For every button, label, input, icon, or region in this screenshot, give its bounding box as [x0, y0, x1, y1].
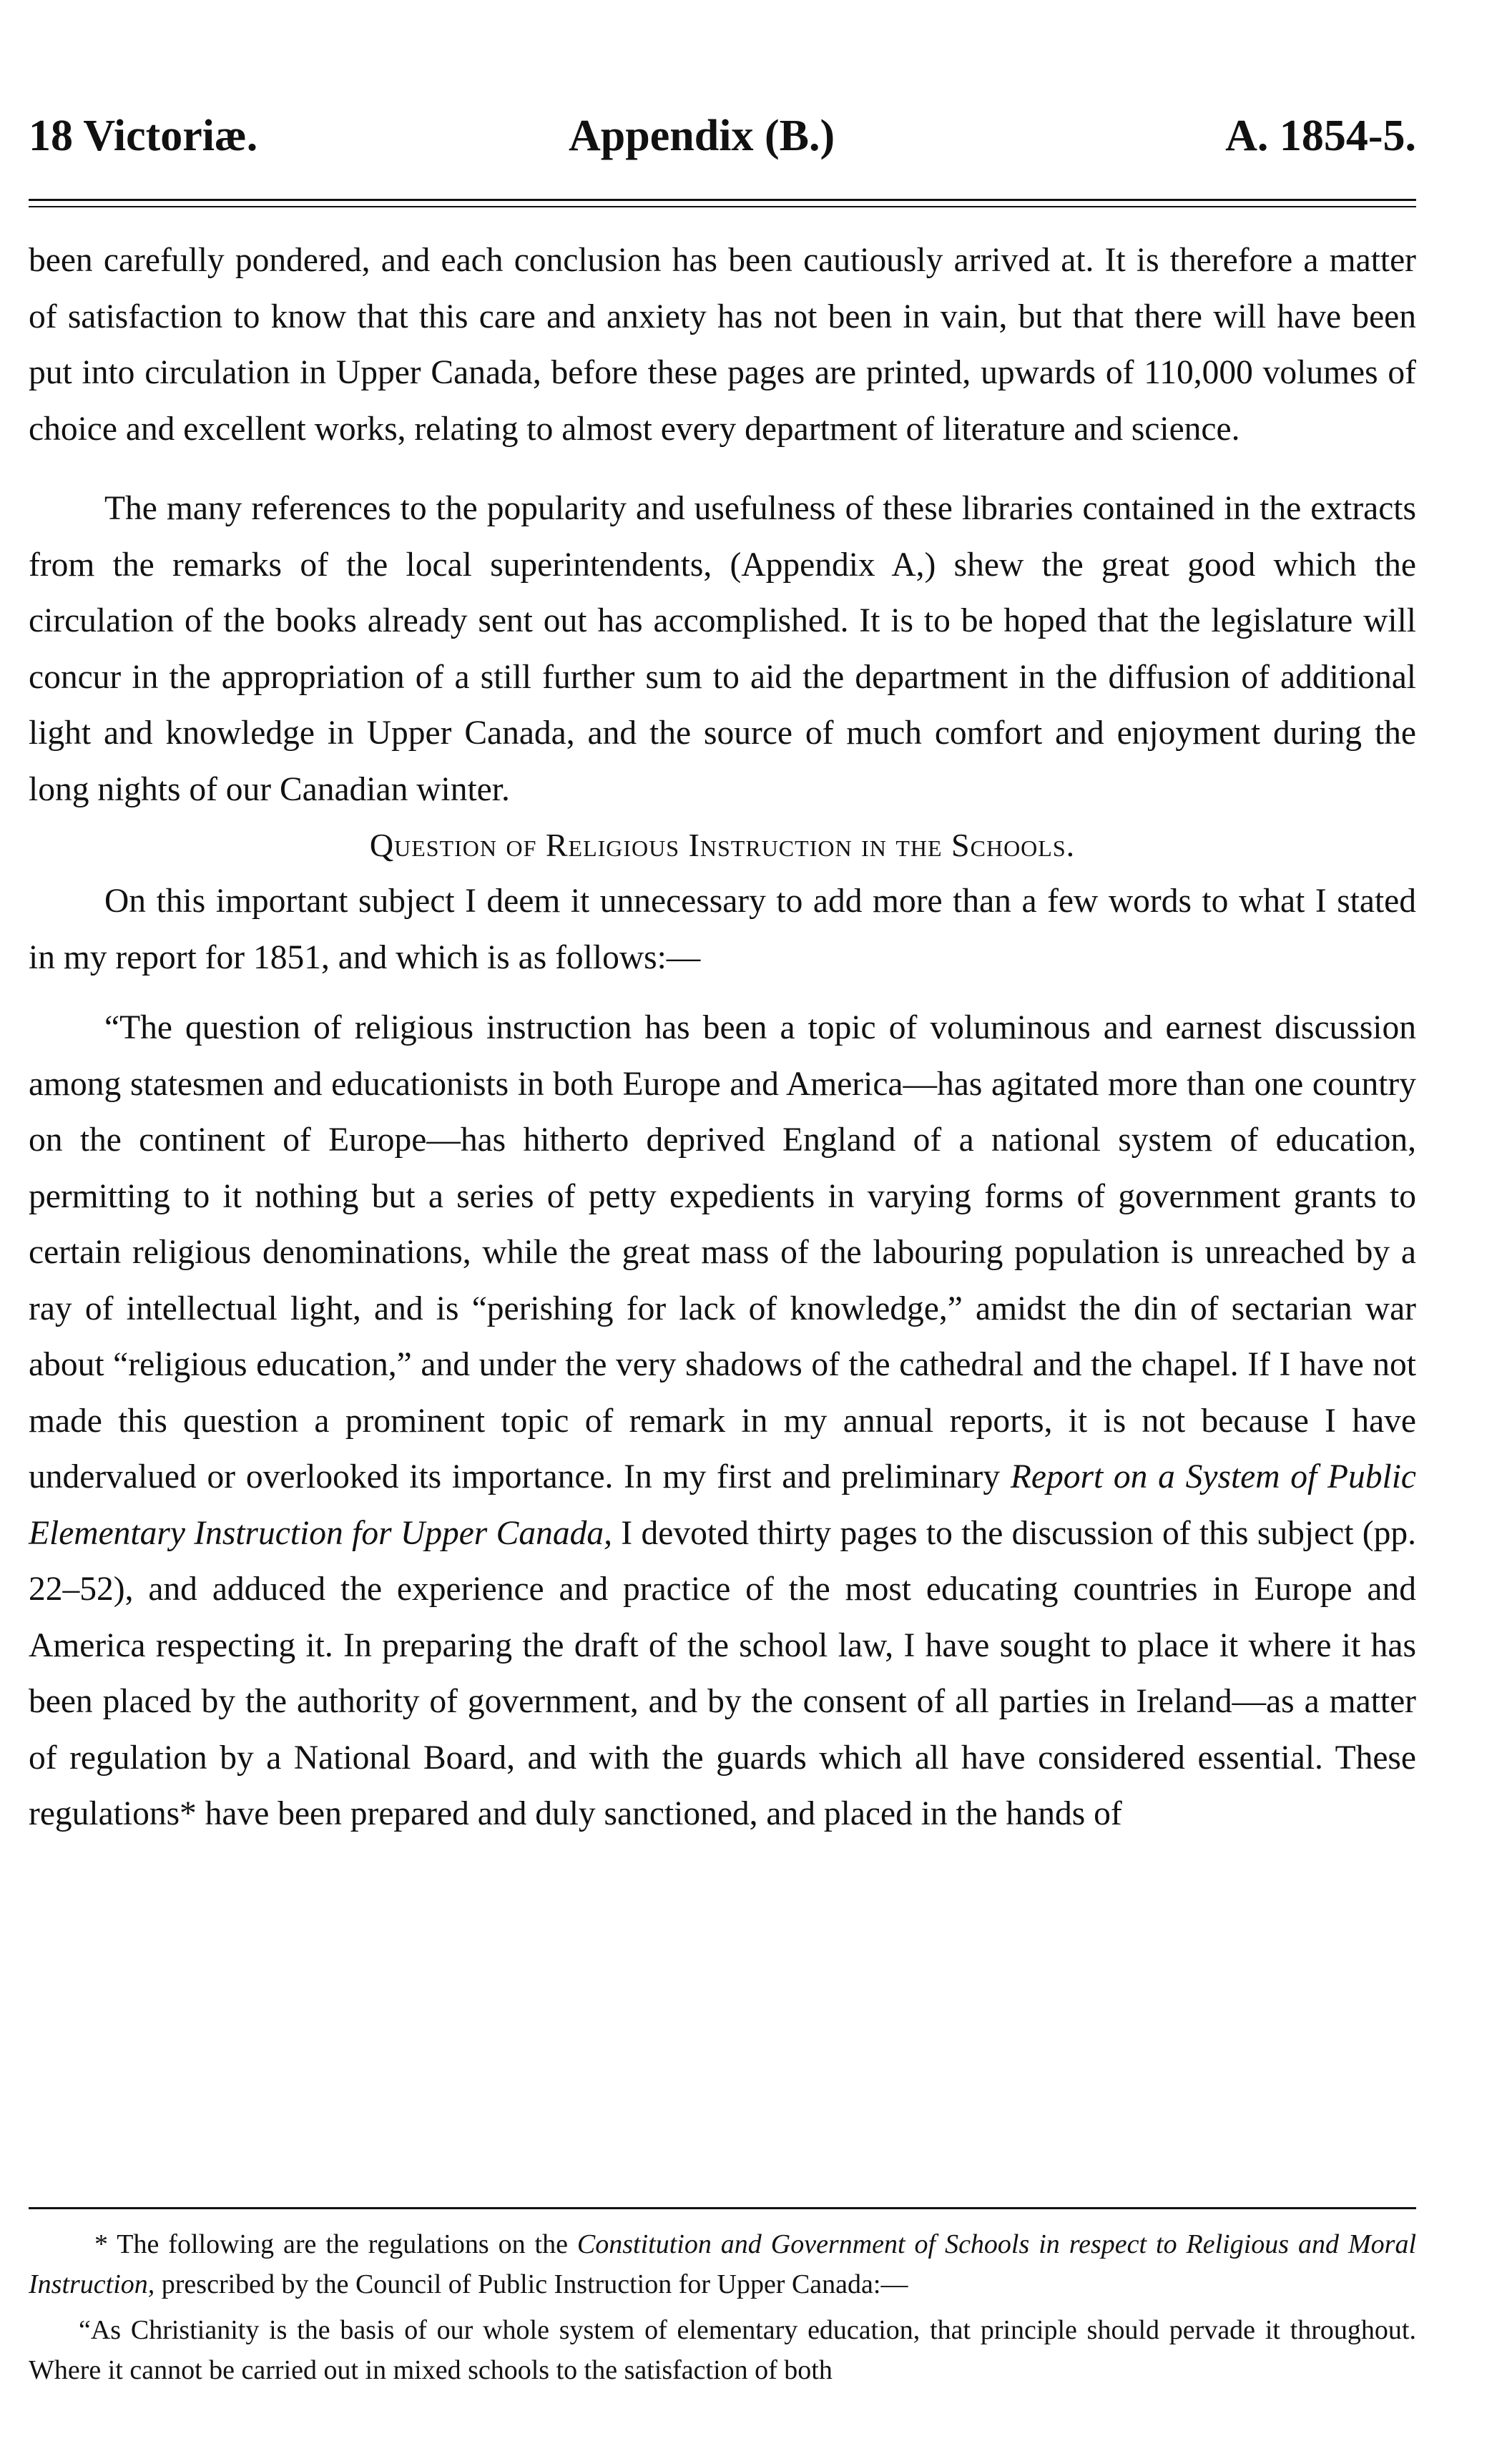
main-text [29, 232, 1416, 1842]
header-session: 18 Victoriæ. [29, 112, 258, 160]
quotation-text-part1: “The question of religious instruction has been a topic of voluminous and earnest discussion among statesmen and educationists in both Europe and America—has agitated more than one country on the continent of Europe—has hitherto deprived England of a national system of education, permitting to it nothing but a series of petty expedients in varying forms of government grants to certain religious denominations, while the great mass of the labouring population is unreached by a ray of intellectual light, and is “perishing for lack of knowledge,” amidst the din of sectarian war about “religious education,” and under the very shadows of the cathedral and the chapel. If I have not made this question a prominent topic of remark in my annual reports, it is not because I have undervalued or overlooked its importance. In my first and preliminary [29, 1009, 1416, 1495]
header-appendix: Appendix (B.) [569, 112, 835, 160]
footnotes [29, 2224, 1416, 2390]
paragraph-libraries: The many references to the popularity and usefulness of these libraries contained in the extracts from the remarks of the local superintendents, (Appendix A,) shew the great good which the circulation of the books already sent out has accomplished. It is to be hoped that the legislature will concur in the appropriation of a still further sum to aid the department in the diffusion of additional light and knowledge in Upper Canada, and the source of much comfort and enjoyment during the long nights of our Canadian winter. [29, 490, 1416, 808]
header-rule [29, 199, 1416, 207]
footnote-rule [29, 2207, 1416, 2209]
header-year: A. 1854-5. [1225, 112, 1416, 160]
footnote-1-italic: Constitution and Government of Schools in respect to Religious and Moral Instruction, [29, 2229, 1417, 2299]
paragraph-intro: On this important subject I deem it unnecessary to add more than a few words to what I stated in my report for 1851, and which is as follows:— [29, 883, 1416, 976]
footnote-1-text-b: prescribed by the Council of Public Instruction for Upper Canada:— [154, 2269, 908, 2299]
section-heading: Question of Religious Instruction in the Schools. [369, 827, 1076, 863]
footnote-1 [29, 2224, 1416, 2304]
paragraph-continued: been carefully pondered, and each conclusion has been cautiously arrived at. It is therefore a matter of satisfaction to know that this care and anxiety has not been in vain, but that there will have been put into circulation in Upper Canada, before these pages are printed, upwards of 110,000 volumes of choice and excellent works, relating to almost every department of literature and science. [29, 242, 1416, 448]
quotation-text-part2: I devoted thirty pages to the discussion of this subject (pp. 22–52), and adduced the experience and practice of the most educating countries in Europe and America respecting it. In preparing the draft of the school law, I have sought to place it where it has been placed by the authority of government, and by the consent of all parties in Ireland—as a matter of regulation by a National Board, and with the guards which all have considered essential. These regulations* have been prepared and duly sanctioned, and placed in the hands of [29, 1514, 1416, 1832]
report-title: Report on a System of Public Elementary Instruction for Upper Canada, [29, 1458, 1416, 1552]
footnote-1-text-a: * The following are the regulations on the [94, 2229, 577, 2259]
paragraph-quotation [29, 1000, 1416, 1842]
footnote-2: “As Christianity is the basis of our whole system of elementary education, that principle should pervade it throughout. Where it cannot be carried out in mixed schools to the satisfaction of both [29, 2315, 1416, 2385]
page-header [29, 111, 1416, 175]
